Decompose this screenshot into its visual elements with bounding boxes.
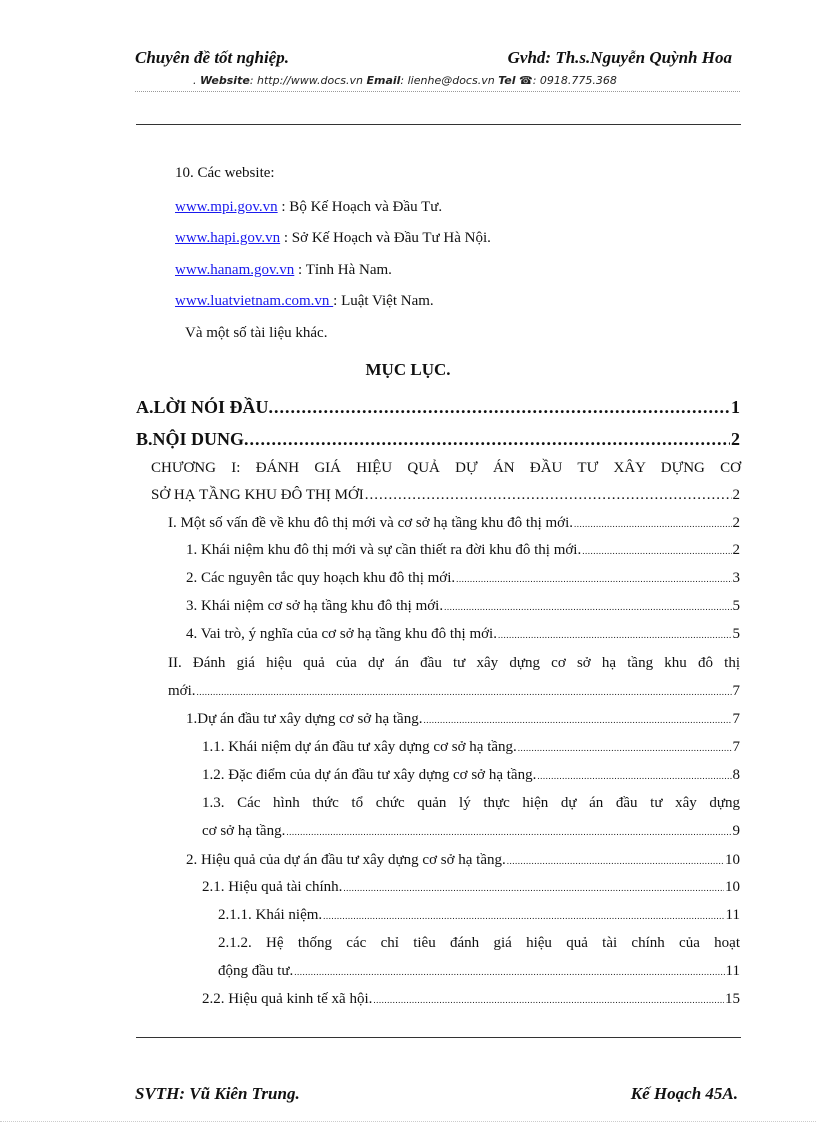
tel-label: Tel <box>498 74 516 87</box>
toc-entry-line1[interactable]: 2.1.2. Hệ thống các chỉ tiêu đánh giá hiệu quả tài chính của hoạt <box>218 935 740 951</box>
toc-label: 2.1. Hiệu quả tài chính. <box>202 879 343 895</box>
ref-item <box>175 262 392 279</box>
ref-link[interactable]: www.hapi.gov.vn <box>175 230 281 246</box>
toc-page: 7 <box>732 683 740 699</box>
ref-link[interactable]: www.mpi.gov.vn <box>175 199 278 215</box>
email-label: Email <box>366 74 401 87</box>
toc-leader <box>294 967 724 977</box>
header-advisor: Gvhd: Th.s.Nguyễn Quỳnh Hoa <box>507 48 732 67</box>
tel-value: : 0918.775.368 <box>532 74 617 87</box>
toc-page: 11 <box>725 963 740 979</box>
toc-leader <box>444 602 731 612</box>
ref-item <box>175 199 442 216</box>
toc-label: cơ sở hạ tầng. <box>202 823 286 839</box>
toc-page: 2 <box>731 429 740 449</box>
toc-label: B.NỘI DUNG. <box>136 429 249 449</box>
header-title: Chuyên đề tốt nghiệp. <box>135 48 289 67</box>
toc-leader <box>274 397 730 418</box>
toc-entry[interactable] <box>202 767 740 784</box>
toc-page: 2 <box>732 515 740 531</box>
ref-link[interactable]: www.hanam.gov.vn <box>175 262 295 278</box>
ref-link[interactable]: www.luatvietnam.com.vn <box>175 293 334 309</box>
toc-entry[interactable] <box>136 397 740 418</box>
toc-entry[interactable] <box>202 739 740 756</box>
toc-entry-line1[interactable]: II. Đánh giá hiệu quả của dự án đầu tư xây dựng cơ sở hạ tầng khu đô thị <box>168 655 740 671</box>
toc-entry-line1[interactable]: 1.3. Các hình thức tổ chức quản lý thực hiện dự án đầu tư xây dựng <box>202 795 740 811</box>
refs-heading: 10. Các website: <box>175 165 275 181</box>
toc-page: 11 <box>725 907 740 923</box>
toc-leader <box>456 574 731 584</box>
toc-page: 2 <box>732 542 740 558</box>
toc-page: 10 <box>725 852 740 868</box>
toc-label: 1.2. Đặc điểm của dự án đầu tư xây dựng cơ sở hạ tầng. <box>202 767 537 783</box>
toc-leader <box>498 630 732 640</box>
toc-entry[interactable] <box>186 542 740 559</box>
toc-label: I. Một số vấn đề về khu đô thị mới và cơ sở hạ tầng khu đô thị mới. <box>168 515 574 531</box>
toc-label: 3. Khái niệm cơ sở hạ tầng khu đô thị mới. <box>186 598 444 614</box>
toc-page: 1 <box>731 397 740 417</box>
toc-label: mới. <box>168 683 196 699</box>
toc-entry[interactable] <box>218 907 740 924</box>
toc-page: 5 <box>732 598 740 614</box>
toc-leader <box>250 429 730 450</box>
refs-other: Và một số tài liệu khác. <box>185 325 328 341</box>
toc-leader <box>423 715 731 725</box>
toc-label: 2. Các nguyên tắc quy hoạch khu đô thị mới. <box>186 570 456 586</box>
toc-page: 3 <box>732 570 740 586</box>
toc-label: 1.Dự án đầu tư xây dựng cơ sở hạ tầng. <box>186 711 423 727</box>
footer-class: Kế Hoạch 45A. <box>630 1084 738 1103</box>
toc-page: 8 <box>732 767 740 783</box>
toc-page: 15 <box>725 991 740 1007</box>
toc-label: SỞ HẠ TẦNG KHU ĐÔ THỊ MỚI <box>151 487 364 503</box>
footer-student: SVTH: Vũ Kiên Trung. <box>135 1084 300 1103</box>
toc-leader <box>574 519 731 529</box>
ref-text: : Luật Việt Nam. <box>333 293 434 309</box>
toc-entry-line1[interactable]: CHƯƠNG I: ĐÁNH GIÁ HIỆU QUẢ DỰ ÁN ĐẦU TƯ XÂY DỰNG CƠ <box>151 460 741 476</box>
toc-entry[interactable] <box>202 879 740 896</box>
toc-entry[interactable] <box>186 598 740 615</box>
toc-entry[interactable] <box>151 487 740 504</box>
toc-label: A.LỜI NÓI ĐẦU. <box>136 397 274 417</box>
toc-label: 2.1.1. Khái niệm. <box>218 907 323 923</box>
toc-page: 9 <box>732 823 740 839</box>
toc-label: 2. Hiệu quả của dự án đầu tư xây dựng cơ sở hạ tầng. <box>186 852 506 868</box>
website-label: Website <box>200 74 250 87</box>
toc-leader <box>373 995 724 1005</box>
toc-page: 7 <box>732 739 740 755</box>
toc-leader <box>518 743 732 753</box>
toc-page: 7 <box>732 711 740 727</box>
toc-entry[interactable] <box>202 991 740 1008</box>
toc-leader <box>197 687 732 697</box>
ref-text: : Tỉnh Hà Nam. <box>298 262 392 278</box>
toc-page: 10 <box>725 879 740 895</box>
page-bottom-edge <box>0 1121 816 1122</box>
toc-entry[interactable] <box>186 711 740 728</box>
header-contact <box>193 74 617 87</box>
ref-text: : Bộ Kế Hoạch và Đầu Tư. <box>281 199 443 215</box>
header-divider <box>136 124 741 125</box>
header-dotted-divider <box>135 91 740 92</box>
toc-label: 4. Vai trò, ý nghĩa của cơ sở hạ tầng khu đô thị mới. <box>186 626 497 642</box>
toc-entry[interactable] <box>186 852 740 869</box>
toc-entry[interactable] <box>168 683 740 700</box>
toc-label: 2.2. Hiệu quả kinh tế xã hội. <box>202 991 373 1007</box>
toc-entry[interactable] <box>202 823 740 840</box>
website-value: : http://www.docs.vn <box>249 74 363 87</box>
toc-entry[interactable] <box>168 515 740 532</box>
toc-leader <box>365 487 732 504</box>
toc-leader <box>582 546 731 556</box>
header-prefix: . <box>193 74 200 87</box>
email-value: : lienhe@docs.vn <box>400 74 495 87</box>
toc-entry[interactable] <box>186 626 740 643</box>
toc-label: 1.1. Khái niệm dự án đầu tư xây dựng cơ sở hạ tầng. <box>202 739 517 755</box>
toc-leader <box>286 827 731 837</box>
toc-page: 2 <box>732 487 740 503</box>
toc-page: 5 <box>732 626 740 642</box>
toc-leader <box>323 911 724 921</box>
toc-title: MỤC LỤC. <box>365 360 451 379</box>
footer-divider <box>136 1037 741 1038</box>
ref-item <box>175 230 491 247</box>
phone-icon: ☎ <box>519 74 533 87</box>
toc-label: động đầu tư. <box>218 963 294 979</box>
toc-leader <box>343 883 724 893</box>
ref-text: : Sở Kế Hoạch và Đầu Tư Hà Nội. <box>283 230 491 246</box>
toc-leader <box>507 856 724 866</box>
ref-item <box>175 293 434 310</box>
toc-entry[interactable] <box>186 570 740 587</box>
toc-entry[interactable] <box>218 963 740 980</box>
toc-label: 1. Khái niệm khu đô thị mới và sự cần thiết ra đời khu đô thị mới. <box>186 542 582 558</box>
toc-leader <box>537 771 731 781</box>
toc-entry[interactable] <box>136 429 740 450</box>
